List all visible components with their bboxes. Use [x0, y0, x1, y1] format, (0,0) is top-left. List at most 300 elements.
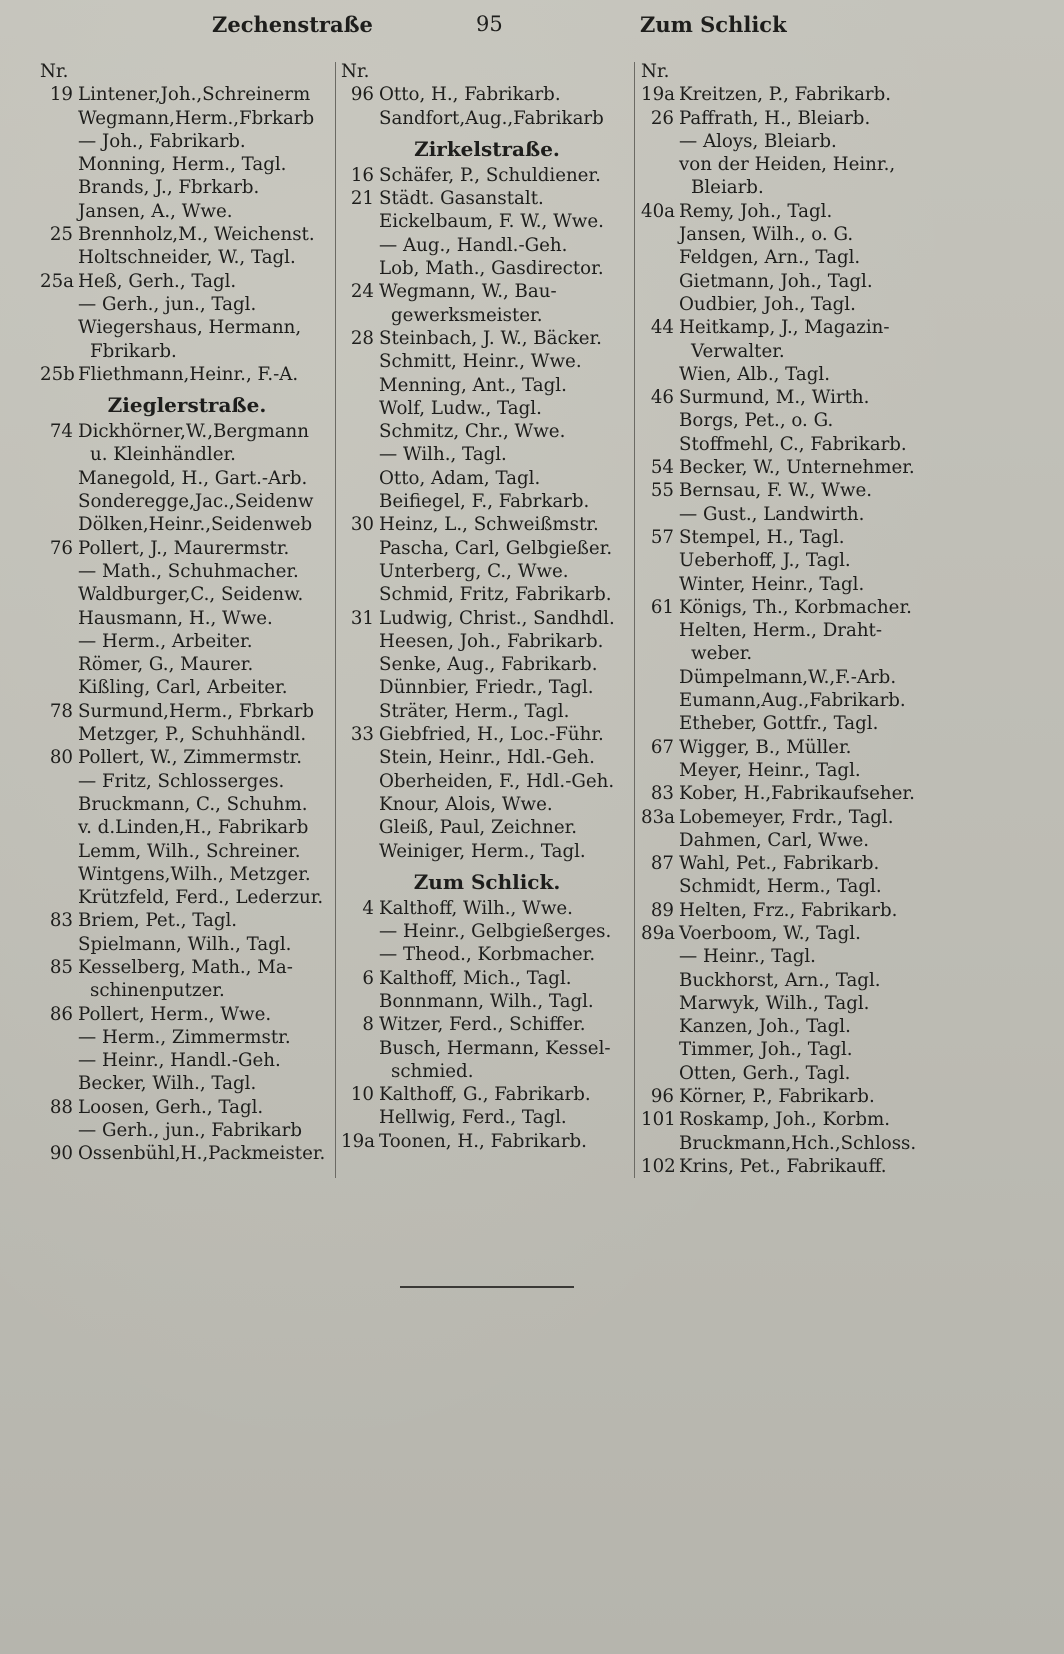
- resident-text: schinenputzer.: [90, 980, 225, 1002]
- directory-entry: [341, 1037, 633, 1060]
- directory-entry: [341, 1130, 633, 1153]
- directory-entry: [40, 1096, 334, 1119]
- resident-text: — Herm., Arbeiter.: [78, 630, 253, 652]
- resident-text: Waldburger,C., Seidenw.: [78, 584, 304, 606]
- resident-text: Dümpelmann,W.,F.-Arb.: [679, 666, 897, 688]
- directory-entry: [641, 153, 941, 176]
- resident-text: Toonen, H., Fabrikarb.: [379, 1130, 587, 1152]
- directory-entry: [341, 723, 633, 746]
- house-number: 19a: [341, 1130, 375, 1152]
- resident-text: Kreitzen, P., Fabrikarb.: [679, 84, 892, 106]
- directory-entry: [341, 513, 633, 536]
- resident-text: Dünnbier, Friedr., Tagl.: [379, 677, 594, 699]
- directory-entry: [40, 537, 334, 560]
- resident-text: Heitkamp, J., Magazin-: [679, 317, 890, 339]
- house-number: 24: [350, 281, 374, 303]
- house-number: 28: [350, 327, 374, 349]
- resident-text: Kesselberg, Math., Ma-: [78, 956, 293, 978]
- resident-text: Borgs, Pet., o. G.: [679, 410, 834, 432]
- column-rule: [335, 62, 336, 1178]
- directory-entry: [40, 653, 334, 676]
- resident-text: — Fritz, Schlosserges.: [78, 770, 285, 792]
- directory-entry: [40, 700, 334, 723]
- directory-entry: [641, 875, 941, 898]
- resident-text: — Heinr., Tagl.: [679, 946, 816, 968]
- resident-text: Schäfer, P., Schuldiener.: [379, 164, 601, 186]
- house-number: 85: [49, 956, 73, 978]
- directory-entry: [40, 723, 334, 746]
- directory-entry: [341, 327, 633, 350]
- directory-entry: [641, 689, 941, 712]
- header-street-end: Zum Schlick: [640, 12, 787, 37]
- resident-text: Helten, Frz., Fabrikarb.: [679, 899, 898, 921]
- directory-entry: [40, 420, 334, 443]
- directory-entry: [40, 746, 334, 769]
- directory-entry: [40, 770, 334, 793]
- directory-entry: [341, 816, 633, 839]
- resident-text: Monning, Herm., Tagl.: [78, 154, 287, 176]
- directory-entry: [641, 246, 941, 269]
- house-number: 55: [650, 480, 674, 502]
- directory-entry: [40, 270, 334, 293]
- resident-text: Dölken,Heinr.,Seidenweb: [78, 514, 313, 536]
- street-heading: [40, 386, 334, 420]
- house-number: 4: [362, 897, 374, 919]
- directory-entry: [341, 234, 633, 257]
- resident-text: Spielmann, Wilh., Tagl.: [78, 933, 292, 955]
- directory-entry: [341, 990, 633, 1013]
- house-number: 90: [49, 1143, 73, 1165]
- directory-entry: [341, 746, 633, 769]
- street-heading: [341, 863, 633, 897]
- nr-label-text: Nr.: [641, 61, 670, 82]
- resident-text: Kanzen, Joh., Tagl.: [679, 1016, 851, 1038]
- house-number: 19: [49, 84, 73, 106]
- house-number: 25a: [40, 270, 74, 292]
- resident-text: Körner, P., Fabrikarb.: [679, 1086, 875, 1108]
- house-number: 30: [350, 514, 374, 536]
- resident-text: Jansen, Wilh., o. G.: [679, 224, 854, 246]
- directory-entry: [641, 1155, 941, 1178]
- page-number: 95: [476, 12, 503, 36]
- resident-text: Meyer, Heinr., Tagl.: [679, 759, 861, 781]
- directory-entry: [341, 967, 633, 990]
- directory-entry: [40, 363, 334, 386]
- resident-text: Roskamp, Joh., Korbm.: [679, 1109, 891, 1131]
- directory-entry: [40, 107, 334, 130]
- nr-label-text: Nr.: [341, 61, 370, 82]
- directory-entry: [341, 920, 633, 943]
- resident-text: Hausmann, H., Wwe.: [78, 607, 273, 629]
- directory-entry: [341, 537, 633, 560]
- resident-text: Holtschneider, W., Tagl.: [78, 247, 296, 269]
- directory-entry: [40, 583, 334, 606]
- house-number: 80: [49, 747, 73, 769]
- resident-text: Giebfried, H., Loc.-Führ.: [379, 724, 604, 746]
- directory-entry: [641, 479, 941, 502]
- resident-text: Hellwig, Ferd., Tagl.: [379, 1107, 567, 1129]
- resident-text: Becker, Wilh., Tagl.: [78, 1073, 257, 1095]
- nr-label-text: Nr.: [40, 61, 69, 82]
- resident-text: Metzger, P., Schuhhändl.: [78, 724, 307, 746]
- resident-text: — Math., Schuhmacher.: [78, 560, 299, 582]
- house-number: 19a: [641, 84, 675, 106]
- directory-entry: [641, 712, 941, 735]
- directory-entry: [641, 782, 941, 805]
- directory-entry: [40, 176, 334, 199]
- directory-entry: [40, 607, 334, 630]
- resident-text: Voerboom, W., Tagl.: [679, 922, 861, 944]
- resident-text: Kalthoff, Wilh., Wwe.: [379, 897, 573, 919]
- directory-entry: [341, 280, 633, 303]
- resident-text: Menning, Ant., Tagl.: [379, 374, 567, 396]
- directory-entry: [641, 316, 941, 339]
- house-number: 96: [350, 84, 374, 106]
- directory-entry: [40, 1072, 334, 1095]
- resident-text: schmied.: [391, 1060, 474, 1082]
- directory-entry: [341, 897, 633, 920]
- directory-entry: [341, 83, 633, 106]
- resident-text: — Heinr., Handl.-Geh.: [78, 1050, 281, 1072]
- resident-text: Pollert, W., Zimmermstr.: [78, 747, 303, 769]
- directory-entry: [341, 164, 633, 187]
- directory-entry: [40, 246, 334, 269]
- street-heading-text: Zieglerstraße.: [107, 392, 267, 417]
- entry-continuation: [341, 1060, 633, 1083]
- directory-entry: [641, 1085, 941, 1108]
- house-number: 78: [49, 700, 73, 722]
- resident-text: — Herm., Zimmermstr.: [78, 1026, 291, 1048]
- directory-entry: [40, 1142, 334, 1165]
- resident-text: Schmitz, Chr., Wwe.: [379, 421, 566, 443]
- resident-text: Otto, H., Fabrikarb.: [379, 84, 561, 106]
- resident-text: Fliethmann,Heinr., F.-A.: [78, 363, 299, 385]
- directory-entry: [341, 374, 633, 397]
- house-number: 40a: [641, 200, 675, 222]
- resident-text: weber.: [691, 643, 753, 665]
- resident-text: Oudbier, Joh., Tagl.: [679, 293, 856, 315]
- directory-entry: [341, 187, 633, 210]
- directory-entry: [641, 619, 941, 642]
- directory-entry: [40, 676, 334, 699]
- house-number: 44: [650, 317, 674, 339]
- directory-entry: [641, 293, 941, 316]
- directory-entry: [40, 816, 334, 839]
- resident-text: Schmitt, Heinr., Wwe.: [379, 351, 582, 373]
- resident-text: u. Kleinhändler.: [90, 444, 236, 466]
- resident-text: Sonderegge,Jac.,Seidenw: [78, 491, 314, 513]
- resident-text: Lobemeyer, Frdr., Tagl.: [679, 806, 894, 828]
- directory-entry: [40, 153, 334, 176]
- directory-entry: [40, 886, 334, 909]
- house-number: 54: [650, 457, 674, 479]
- column-2: [341, 60, 633, 1153]
- nr-label: [641, 60, 941, 83]
- directory-entry: [641, 573, 941, 596]
- resident-text: Stempel, H., Tagl.: [679, 526, 845, 548]
- resident-text: Ueberhoff, J., Tagl.: [679, 550, 851, 572]
- directory-entry: [641, 1132, 941, 1155]
- page-header: [0, 12, 1064, 48]
- house-number: 25b: [40, 363, 75, 385]
- directory-entry: [341, 607, 633, 630]
- directory-entry: [341, 676, 633, 699]
- house-number: 96: [650, 1086, 674, 1108]
- resident-text: — Theod., Korbmacher.: [379, 944, 596, 966]
- directory-entry: [641, 666, 941, 689]
- directory-entry: [641, 1062, 941, 1085]
- directory-entry: [40, 83, 334, 106]
- resident-text: Weiniger, Herm., Tagl.: [379, 840, 586, 862]
- header-street-start: Zechenstraße: [212, 12, 373, 37]
- resident-text: Königs, Th., Korbmacher.: [679, 596, 912, 618]
- resident-text: Eumann,Aug.,Fabrikarb.: [679, 690, 906, 712]
- directory-entry: [341, 840, 633, 863]
- resident-text: Gleiß, Paul, Zeichner.: [379, 817, 578, 839]
- resident-text: Buckhorst, Arn., Tagl.: [679, 969, 881, 991]
- resident-text: Schmid, Fritz, Fabrikarb.: [379, 584, 612, 606]
- resident-text: v. d.Linden,H., Fabrikarb: [78, 817, 309, 839]
- directory-entry: [341, 943, 633, 966]
- directory-entry: [641, 596, 941, 619]
- house-number: 67: [650, 736, 674, 758]
- directory-entry: [641, 1038, 941, 1061]
- house-number: 6: [362, 967, 374, 989]
- directory-entry: [40, 1119, 334, 1142]
- resident-text: Bonnmann, Wilh., Tagl.: [379, 990, 594, 1012]
- directory-entry: [40, 1026, 334, 1049]
- directory-entry: [341, 350, 633, 373]
- resident-text: — Aug., Handl.-Geh.: [379, 234, 568, 256]
- nr-label: [341, 60, 633, 83]
- directory-entry: [341, 793, 633, 816]
- directory-entry: [641, 829, 941, 852]
- resident-text: Surmund, M., Wirth.: [679, 387, 870, 409]
- house-number: 87: [650, 853, 674, 875]
- resident-text: Wien, Alb., Tagl.: [679, 363, 830, 385]
- house-number: 33: [350, 724, 374, 746]
- directory-entry: [641, 759, 941, 782]
- resident-text: Etheber, Gottfr., Tagl.: [679, 713, 879, 735]
- resident-text: Sandfort,Aug.,Fabrikarb: [379, 107, 604, 129]
- house-number: 101: [641, 1109, 676, 1131]
- directory-entry: [40, 1049, 334, 1072]
- house-number: 10: [350, 1084, 374, 1106]
- house-number: 76: [49, 537, 73, 559]
- directory-entry: [341, 653, 633, 676]
- resident-text: Lintener,Joh.,Schreinerm: [78, 84, 311, 106]
- directory-entry: [341, 1106, 633, 1129]
- resident-text: Sträter, Herm., Tagl.: [379, 700, 570, 722]
- resident-text: Senke, Aug., Fabrikarb.: [379, 654, 598, 676]
- directory-entry: [641, 549, 941, 572]
- directory-entry: [641, 223, 941, 246]
- resident-text: Brennholz,M., Weichenst.: [78, 224, 315, 246]
- resident-text: Kober, H.,Fabrikaufseher.: [679, 783, 915, 805]
- resident-text: Steinbach, J. W., Bäcker.: [379, 327, 602, 349]
- column-1: [40, 60, 334, 1166]
- resident-text: Krützfeld, Ferd., Lederzur.: [78, 887, 324, 909]
- directory-entry: [641, 270, 941, 293]
- directory-entry: [641, 363, 941, 386]
- house-number: 102: [641, 1155, 676, 1177]
- directory-entry: [341, 770, 633, 793]
- resident-text: Bleiarb.: [691, 177, 764, 199]
- directory-entry: [341, 1083, 633, 1106]
- resident-text: Witzer, Ferd., Schiffer.: [379, 1014, 586, 1036]
- resident-text: Pollert, J., Maurermstr.: [78, 537, 290, 559]
- resident-text: Wolf, Ludw., Tagl.: [379, 397, 542, 419]
- directory-entry: [641, 899, 941, 922]
- directory-entry: [641, 992, 941, 1015]
- directory-entry: [641, 200, 941, 223]
- entry-continuation: [641, 642, 941, 665]
- entry-continuation: [40, 443, 334, 466]
- directory-entry: [641, 806, 941, 829]
- house-number: 8: [362, 1014, 374, 1036]
- resident-text: Kalthoff, Mich., Tagl.: [379, 967, 572, 989]
- entry-continuation: [341, 304, 633, 327]
- resident-text: Schmidt, Herm., Tagl.: [679, 876, 882, 898]
- directory-entry: [40, 956, 334, 979]
- directory-entry: [341, 700, 633, 723]
- resident-text: Briem, Pet., Tagl.: [78, 910, 238, 932]
- resident-text: — Wilh., Tagl.: [379, 444, 507, 466]
- directory-entry: [641, 945, 941, 968]
- street-heading-text: Zum Schlick.: [413, 869, 561, 894]
- directory-entry: [341, 560, 633, 583]
- resident-text: Paffrath, H., Bleiarb.: [679, 107, 871, 129]
- resident-text: Manegold, H., Gart.-Arb.: [78, 467, 308, 489]
- resident-text: Pascha, Carl, Gelbgießer.: [379, 537, 613, 559]
- directory-entry: [341, 443, 633, 466]
- house-number: 83: [650, 783, 674, 805]
- resident-text: — Gust., Landwirth.: [679, 503, 865, 525]
- resident-text: Heß, Gerh., Tagl.: [78, 270, 237, 292]
- directory-entry: [341, 257, 633, 280]
- resident-text: Ludwig, Christ., Sandhdl.: [379, 607, 615, 629]
- directory-entry: [40, 490, 334, 513]
- resident-text: — Gerh., jun., Tagl.: [78, 293, 257, 315]
- resident-text: Lob, Math., Gasdirector.: [379, 258, 604, 280]
- resident-text: Brands, J., Fbrkarb.: [78, 177, 260, 199]
- nr-label: [40, 60, 334, 83]
- resident-text: Otten, Gerh., Tagl.: [679, 1062, 851, 1084]
- resident-text: Römer, G., Maurer.: [78, 654, 254, 676]
- resident-text: Heesen, Joh., Fabrikarb.: [379, 630, 604, 652]
- directory-entry: [341, 630, 633, 653]
- directory-entry: [641, 736, 941, 759]
- resident-text: Kißling, Carl, Arbeiter.: [78, 677, 288, 699]
- column-3: [641, 60, 941, 1178]
- resident-text: Bernsau, F. W., Wwe.: [679, 480, 872, 502]
- house-number: 31: [350, 607, 374, 629]
- house-number: 26: [650, 107, 674, 129]
- resident-text: gewerksmeister.: [391, 304, 543, 326]
- resident-text: — Joh., Fabrikarb.: [78, 130, 246, 152]
- directory-entry: [40, 130, 334, 153]
- directory-entry: [641, 107, 941, 130]
- column-rule: [634, 62, 635, 1178]
- directory-entry: [641, 130, 941, 153]
- resident-text: Oberheiden, F., Hdl.-Geh.: [379, 770, 615, 792]
- resident-text: Stoffmehl, C., Fabrikarb.: [679, 433, 907, 455]
- street-heading-text: Zirkelstraße.: [414, 136, 560, 161]
- house-number: 89: [650, 899, 674, 921]
- directory-entry: [40, 560, 334, 583]
- directory-entry: [641, 922, 941, 945]
- house-number: 57: [650, 526, 674, 548]
- resident-text: Loosen, Gerh., Tagl.: [78, 1096, 264, 1118]
- directory-entry: [341, 210, 633, 233]
- resident-text: Winter, Heinr., Tagl.: [679, 573, 865, 595]
- street-heading: [341, 130, 633, 164]
- directory-entry: [641, 503, 941, 526]
- house-number: 16: [350, 164, 374, 186]
- directory-entry: [40, 513, 334, 536]
- directory-entry: [641, 386, 941, 409]
- resident-text: Bruckmann, C., Schuhm.: [78, 793, 308, 815]
- directory-entry: [641, 1108, 941, 1131]
- directory-entry: [40, 630, 334, 653]
- entry-continuation: [641, 340, 941, 363]
- directory-entry: [341, 583, 633, 606]
- resident-text: Bruckmann,Hch.,Schloss.: [679, 1132, 917, 1154]
- directory-entry: [641, 969, 941, 992]
- resident-text: Wahl, Pet., Fabrikarb.: [679, 853, 880, 875]
- directory-entry: [341, 107, 633, 130]
- house-number: 89a: [641, 922, 675, 944]
- house-number: 46: [650, 387, 674, 409]
- resident-text: Wegmann,Herm.,Fbrkarb: [78, 107, 315, 129]
- resident-text: — Heinr., Gelbgießerges.: [379, 921, 612, 943]
- house-number: 83: [49, 910, 73, 932]
- resident-text: Becker, W., Unternehmer.: [679, 457, 915, 479]
- directory-entry: [40, 223, 334, 246]
- resident-text: Unterberg, C., Wwe.: [379, 560, 569, 582]
- resident-text: Wigger, B., Müller.: [679, 736, 852, 758]
- directory-entry: [341, 397, 633, 420]
- resident-text: Wegmann, W., Bau-: [379, 281, 557, 303]
- resident-text: Heinz, L., Schweißmstr.: [379, 514, 599, 536]
- directory-entry: [40, 863, 334, 886]
- resident-text: Wiegershaus, Hermann,: [78, 317, 302, 339]
- resident-text: Stein, Heinr., Hdl.-Geh.: [379, 747, 595, 769]
- resident-text: Pollert, Herm., Wwe.: [78, 1003, 272, 1025]
- directory-entry: [641, 83, 941, 106]
- house-number: 61: [650, 596, 674, 618]
- resident-text: Städt. Gasanstalt.: [379, 188, 544, 210]
- resident-text: — Gerh., jun., Fabrikarb: [78, 1120, 303, 1142]
- directory-entry: [641, 409, 941, 432]
- resident-text: Otto, Adam, Tagl.: [379, 467, 541, 489]
- resident-text: Fbrikarb.: [90, 340, 177, 362]
- entry-continuation: [40, 979, 334, 1002]
- resident-text: Timmer, Joh., Tagl.: [679, 1039, 853, 1061]
- resident-text: Lemm, Wilh., Schreiner.: [78, 840, 301, 862]
- resident-text: Dahmen, Carl, Wwe.: [679, 829, 870, 851]
- directory-entry: [40, 840, 334, 863]
- house-number: 88: [49, 1096, 73, 1118]
- directory-entry: [341, 420, 633, 443]
- resident-text: Surmund,Herm., Fbrkarb: [78, 700, 315, 722]
- resident-text: Dickhörner,W.,Bergmann: [78, 421, 309, 443]
- directory-entry: [341, 1013, 633, 1036]
- resident-text: Marwyk, Wilh., Tagl.: [679, 992, 870, 1014]
- directory-entry: [641, 433, 941, 456]
- directory-entry: [40, 909, 334, 932]
- house-number: 74: [49, 421, 73, 443]
